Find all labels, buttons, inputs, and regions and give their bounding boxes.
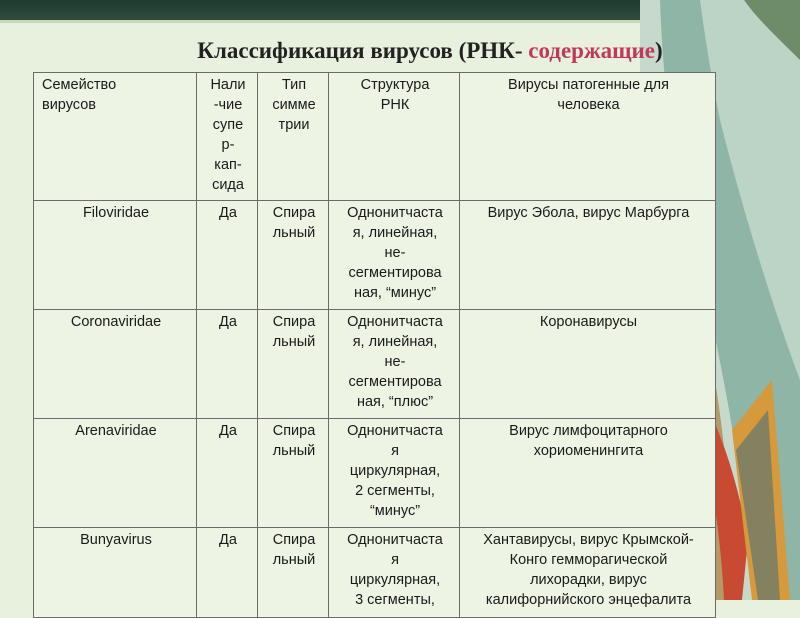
cell-supercapsid: Да bbox=[197, 201, 258, 310]
title-close: ) bbox=[655, 38, 663, 63]
cell-pathogens: Коронавирусы bbox=[460, 310, 716, 419]
header-pathogenic-viruses: Вирусы патогенные для человека bbox=[460, 73, 716, 201]
table-row bbox=[34, 419, 716, 528]
cell-supercapsid: Да bbox=[197, 419, 258, 528]
virus-classification-table bbox=[33, 72, 716, 618]
table-row bbox=[34, 201, 716, 310]
cell-supercapsid: Да bbox=[197, 528, 258, 618]
cell-family: Filoviridae bbox=[34, 201, 197, 310]
cell-symmetry: Спира льный bbox=[258, 528, 329, 618]
cell-rna-structure: Однонитчаста я, линейная, не- сегментирова ная, “минус” bbox=[329, 201, 460, 310]
title-highlight: содержащие bbox=[528, 38, 656, 63]
slide-title bbox=[0, 38, 800, 64]
header-supercapsid: Нали -чие супе р- кап- сида bbox=[197, 73, 258, 201]
cell-rna-structure: Однонитчаста я циркулярная, 2 сегменты, “минус” bbox=[329, 419, 460, 528]
title-main: Классификация вирусов (РНК- bbox=[197, 38, 529, 63]
cell-family: Coronaviridae bbox=[34, 310, 197, 419]
cell-pathogens: Вирус лимфоцитарного хориоменингита bbox=[460, 419, 716, 528]
cell-symmetry: Спира льный bbox=[258, 419, 329, 528]
cell-family: Arenaviridae bbox=[34, 419, 197, 528]
cell-pathogens: Хантавирусы, вирус Крымской- Конго гемморагической лихорадки, вирус калифорнийского энцефалита bbox=[460, 528, 716, 618]
top-banner bbox=[0, 0, 650, 20]
top-banner-rule bbox=[0, 20, 650, 23]
cell-family: Bunyavirus bbox=[34, 528, 197, 618]
table-row bbox=[34, 528, 716, 618]
cell-rna-structure: Однонитчаста я циркулярная, 3 сегменты, bbox=[329, 528, 460, 618]
cell-symmetry: Спира льный bbox=[258, 201, 329, 310]
cell-symmetry: Спира льный bbox=[258, 310, 329, 419]
cell-pathogens: Вирус Эбола, вирус Марбурга bbox=[460, 201, 716, 310]
cell-supercapsid: Да bbox=[197, 310, 258, 419]
cell-rna-structure: Однонитчаста я, линейная, не- сегментирова ная, “плюс” bbox=[329, 310, 460, 419]
header-rna-structure: Структура РНК bbox=[329, 73, 460, 201]
header-family: Семейство вирусов bbox=[34, 73, 197, 201]
header-symmetry: Тип симме трии bbox=[258, 73, 329, 201]
table-header-row bbox=[34, 73, 716, 201]
table-row bbox=[34, 310, 716, 419]
